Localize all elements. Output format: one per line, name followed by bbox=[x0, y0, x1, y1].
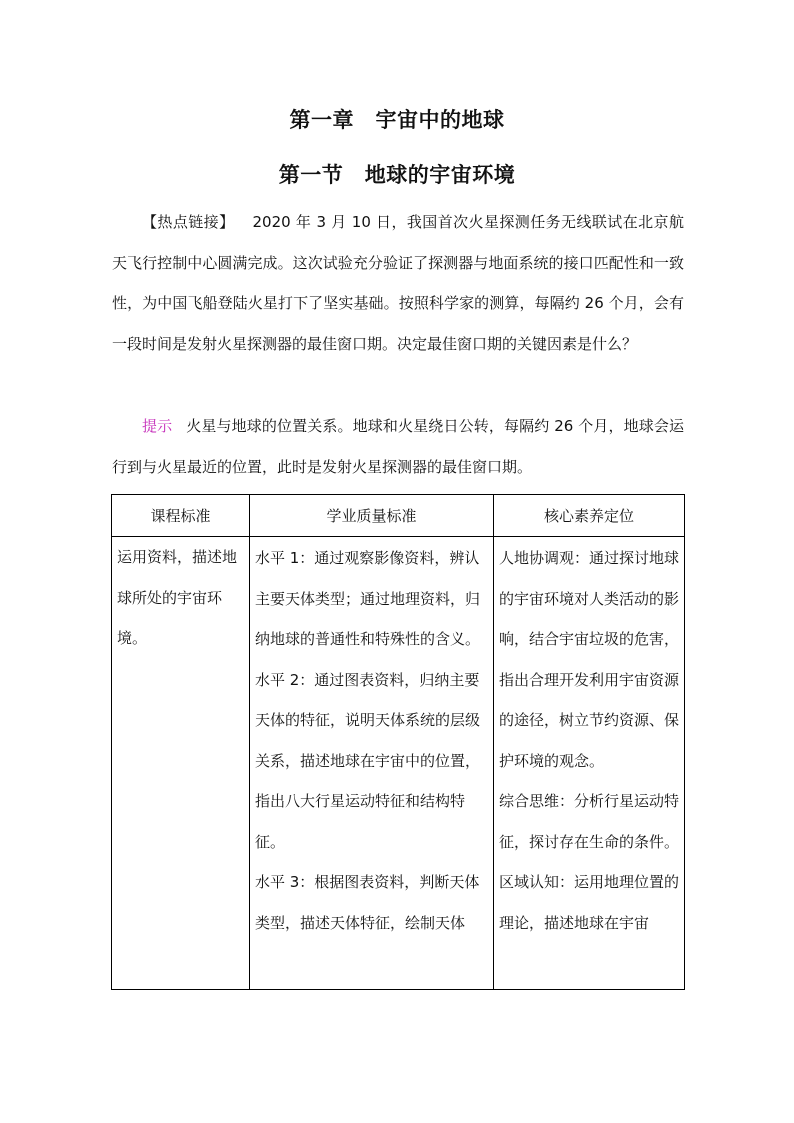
quality-standard-cell bbox=[250, 537, 494, 990]
quality-level-3: 水平 3：根据图表资料，判断天体类型，描述天体特征，绘制天体 bbox=[255, 873, 480, 932]
literacy-regional-cognition: 区域认知：运用地理位置的理论，描述地球在宇宙 bbox=[499, 873, 680, 932]
course-standard-text: 运用资料，描述地球所处的宇宙环境。 bbox=[117, 548, 238, 647]
hotspot-paragraph bbox=[112, 202, 684, 364]
course-standard-cell bbox=[112, 537, 250, 990]
literacy-human-earth: 人地协调观：通过探讨地球的宇宙环境对人类活动的影响，结合宇宙垃圾的危害，指出合理开发利用宇宙资源的途径，树立节约资源、保护环境的观念。 bbox=[499, 549, 680, 770]
standards-table bbox=[111, 494, 685, 990]
hint-text: 火星与地球的位置关系。地球和火星绕日公转，每隔约 26 个月，地球会运行到与火星最近的位置，此时是发射火星探测器的最佳窗口期。 bbox=[112, 417, 684, 476]
quality-level-1: 水平 1：通过观察影像资料，辨认主要天体类型；通过地理资料，归纳地球的普通性和特殊性的含义。 bbox=[255, 549, 481, 648]
header-course-standard: 课程标准 bbox=[112, 495, 250, 537]
core-literacy-cell bbox=[494, 537, 685, 990]
quality-level-2: 水平 2：通过图表资料，归纳主要天体的特征，说明天体系统的层级关系，描述地球在宇宙中的位置，指出八大行星运动特征和结构特征。 bbox=[255, 670, 481, 851]
table-header-row bbox=[112, 495, 685, 537]
hint-label: 提示 bbox=[142, 417, 173, 435]
table-row bbox=[112, 537, 685, 990]
section-title: 第一节 地球的宇宙环境 bbox=[278, 163, 516, 187]
header-quality-standard: 学业质量标准 bbox=[250, 495, 494, 537]
chapter-title: 第一章 宇宙中的地球 bbox=[289, 108, 505, 132]
hotspot-label: 【热点链接】 bbox=[142, 213, 235, 231]
hotspot-text: 2020 年 3 月 10 日，我国首次火星探测任务无线联试在北京航天飞行控制中心圆满完成。这次试验充分验证了探测器与地面系统的接口匹配性和一致性，为中国飞船登陆火星打下了坚实基础。按照科学家的测算，每隔约 26 个月，会有一段时间是发射火星探测器的最佳窗口期。决定最佳窗口期的关键因素是什么？ bbox=[112, 213, 684, 353]
literacy-integrated-thinking: 综合思维：分析行星运动特征，探讨存在生命的条件。 bbox=[499, 792, 680, 851]
header-core-literacy: 核心素养定位 bbox=[494, 495, 685, 537]
hint-paragraph bbox=[112, 406, 684, 487]
